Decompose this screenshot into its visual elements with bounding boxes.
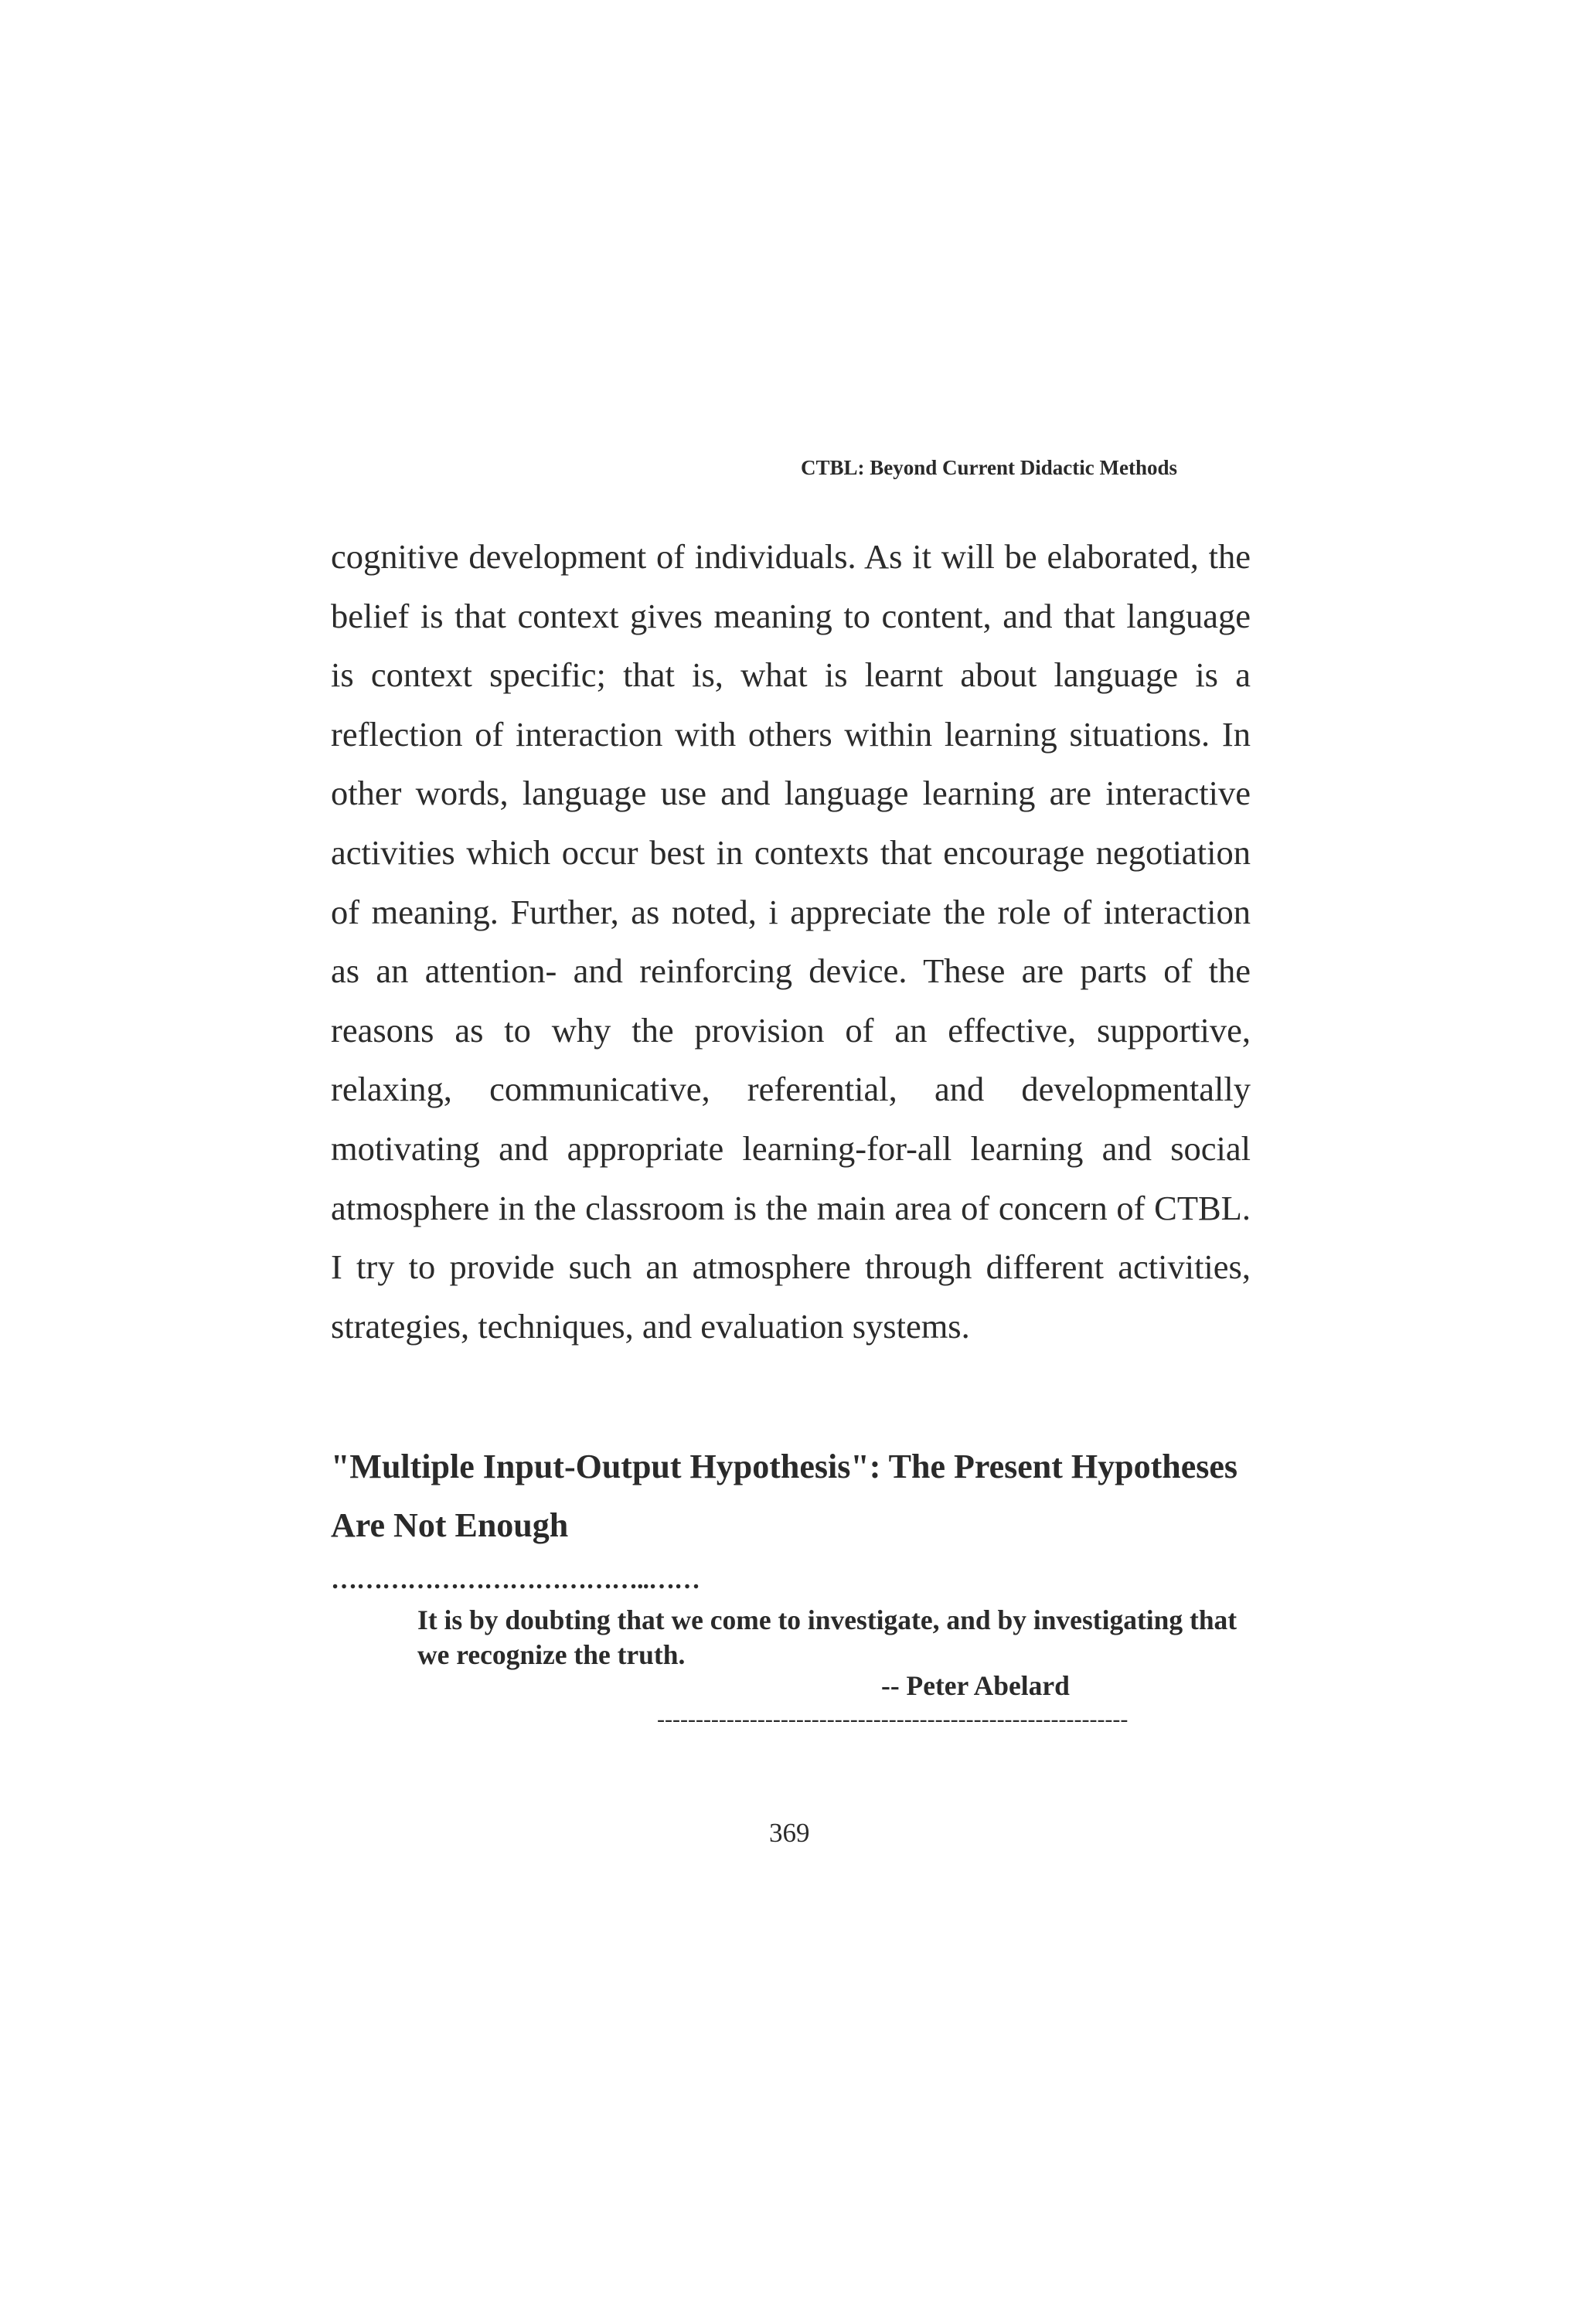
page-number: 369: [769, 1818, 810, 1848]
section-heading: "Multiple Input-Output Hypothesis": The Present Hypotheses Are Not Enough: [331, 1448, 1238, 1544]
epigraph-attribution: -- Peter Abelard: [881, 1670, 1070, 1701]
body-paragraph: cognitive development of individuals. As it will be elaborated, the belief is that context gives meaning to content, and that language is context specific; that is, what is learnt about language is a reflection of interaction with others within learning situations. In other words, language use and language learning are interactive activities which occur best in contexts that encourage negotiation of meaning. Further, as noted, i appreciate the role of interaction as an attention- and reinforcing device. These are parts of the reasons as to why the provision of an effective, supportive, relaxing, communicative, referential, and developmentally motivating and appropriate learning-for-all learning and social atmosphere in the classroom is the main area of concern of CTBL. I try to provide such an atmosphere through different activities, strategies, techniques, and evaluation systems.: [331, 537, 1251, 1346]
running-header: CTBL: Beyond Current Didactic Methods: [801, 456, 1178, 479]
epigraph-quote: It is by doubting that we come to investigate, and by investigating that we recognize the truth.: [417, 1604, 1237, 1670]
dotted-separator: ………………………………..……: [331, 1566, 700, 1594]
dashed-rule: -------------------------------------------------------------: [657, 1706, 1129, 1732]
